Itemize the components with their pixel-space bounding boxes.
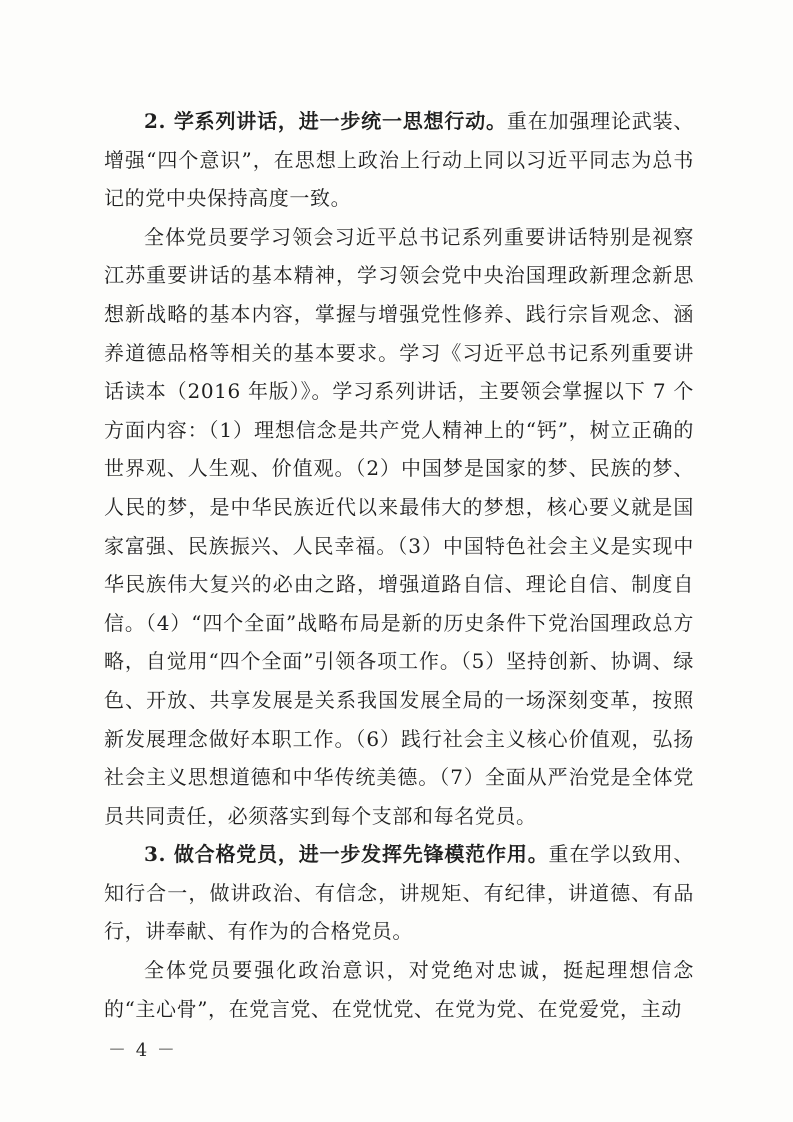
paragraph-text: 重在加强理论武装、增强“四个意识”，在思想上政治上行动上同以习近平同志为总书记的党中央保持高度一致。: [104, 109, 695, 211]
paragraph-qualified-member: [104, 835, 694, 951]
paragraph-study-speeches: [104, 102, 694, 218]
section-heading-3: 3. 做合格党员，进一步发挥先锋模范作用。: [144, 842, 549, 867]
document-body: [104, 102, 694, 1028]
paragraph-text: 全体党员要强化政治意识，对党绝对忠诚，挺起理想信念的“主心骨”，在党言党、在党忧党、在党为党、在党爱党，主动: [104, 958, 694, 1021]
paragraph-political-awareness: [104, 951, 694, 1028]
paragraph-text: 重在学以致用、知行合一，做讲政治、有信念，讲规矩、有纪律，讲道德、有品行，讲奉献、有作为的合格党员。: [104, 842, 694, 944]
page-number: － 4 －: [108, 1040, 177, 1061]
paragraph-speech-contents: [104, 218, 694, 836]
section-heading-2: 2. 学系列讲话，进一步统一思想行动。: [144, 109, 507, 133]
paragraph-text: 全体党员要学习领会习近平总书记系列重要讲话特别是视察江苏重要讲话的基本精神，学习领会党中央治国理政新理念新思想新战略的基本内容，掌握与增强党性修养、践行宗旨观念、涵养道德品格等相关的基本要求。学习《习近平总书记系列重要讲话读本（2016 年版）》。学习系列讲话，主要领会掌握以下 7 个方面内容：（1）理想信念是共产党人精神上的“钙”，树立正确的世界观、人生观、价值观。（2）中国梦是国家的梦、民族的梦、人民的梦，是中华民族近代以来最伟大的梦想，核心要义就是国家富强、民族振兴、人民幸福。（3）中国特色社会主义是实现中华民族伟大复兴的必由之路，增强道路自信、理论自信、制度自信。（4）“四个全面”战略布局是新的历史条件下党治国理政总方略，自觉用“四个全面”引领各项工作。（5）坚持创新、协调、绿色、开放、共享发展是关系我国发展全局的一场深刻变革，按照新发展理念做好本职工作。（6）践行社会主义核心价值观，弘扬社会主义思想道德和中华传统美德。（7）全面从严治党是全体党员共同责任，必须落实到每个支部和每名党员。: [104, 224, 694, 828]
